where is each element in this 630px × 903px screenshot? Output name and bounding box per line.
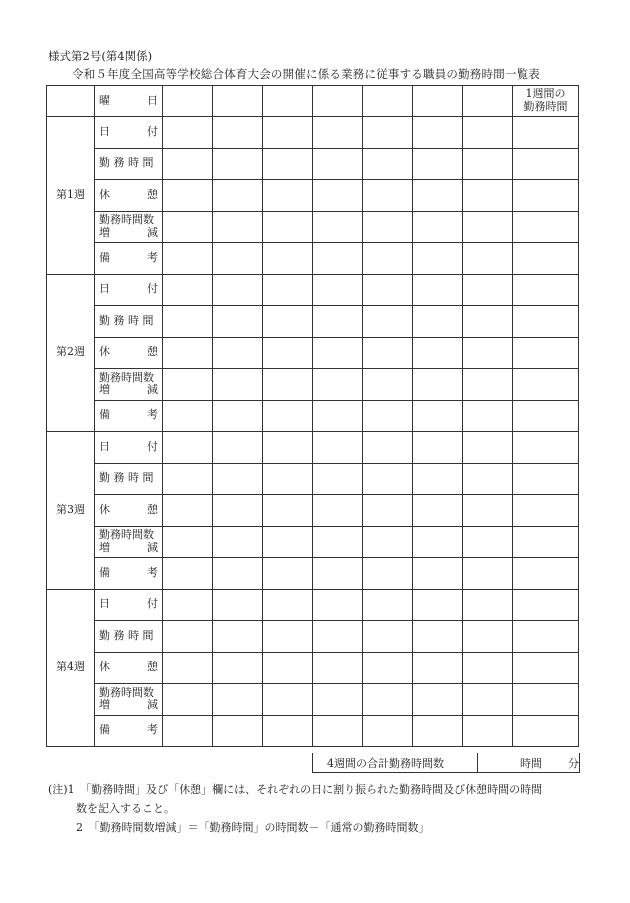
day-cell[interactable] xyxy=(163,558,213,590)
day-cell[interactable] xyxy=(163,621,213,653)
day-cell[interactable] xyxy=(313,337,363,369)
day-cell[interactable] xyxy=(263,621,313,653)
weekly-total-cell[interactable] xyxy=(513,432,579,464)
day-cell[interactable] xyxy=(213,463,263,495)
day-cell[interactable] xyxy=(363,432,413,464)
day-cell[interactable] xyxy=(263,495,313,527)
four-week-total-row xyxy=(312,753,580,773)
day-cell[interactable] xyxy=(413,652,463,684)
day-cell[interactable] xyxy=(313,211,363,243)
hours-change-row xyxy=(47,211,579,243)
day-cell[interactable] xyxy=(213,117,263,149)
day-cell[interactable] xyxy=(413,526,463,558)
row-label: 備 考 xyxy=(95,558,163,590)
day-cell[interactable] xyxy=(363,558,413,590)
weekly-total-cell[interactable] xyxy=(513,211,579,243)
day-header-cell xyxy=(463,86,513,117)
remarks-row xyxy=(47,243,579,275)
day-cell[interactable] xyxy=(313,589,363,621)
day-cell[interactable] xyxy=(213,337,263,369)
day-cell[interactable] xyxy=(413,495,463,527)
day-cell[interactable] xyxy=(263,369,313,401)
row-label: 勤務時間数 増 減 xyxy=(95,684,163,716)
day-cell[interactable] xyxy=(163,652,213,684)
remarks-row xyxy=(47,715,579,747)
week-label: 第4週 xyxy=(47,589,95,747)
day-cell[interactable] xyxy=(213,400,263,432)
day-cell[interactable] xyxy=(413,463,463,495)
day-cell[interactable] xyxy=(413,274,463,306)
day-cell[interactable] xyxy=(413,369,463,401)
form-number: 様式第2号(第4関係) xyxy=(48,49,153,63)
day-cell[interactable] xyxy=(263,337,313,369)
row-label: 勤務時間数 増 減 xyxy=(95,526,163,558)
weekly-total-cell[interactable] xyxy=(513,306,579,338)
day-cell[interactable] xyxy=(363,274,413,306)
day-cell[interactable] xyxy=(213,211,263,243)
day-cell[interactable] xyxy=(363,652,413,684)
day-cell[interactable] xyxy=(163,274,213,306)
day-cell[interactable] xyxy=(363,715,413,747)
day-cell[interactable] xyxy=(413,337,463,369)
work-hours-row xyxy=(47,621,579,653)
notes xyxy=(48,780,593,837)
day-cell[interactable] xyxy=(263,715,313,747)
day-cell[interactable] xyxy=(213,306,263,338)
day-cell[interactable] xyxy=(463,369,513,401)
day-cell[interactable] xyxy=(213,180,263,212)
row-label: 備 考 xyxy=(95,715,163,747)
weekly-total-cell[interactable] xyxy=(513,180,579,212)
total-label: 4週間の合計勤務時間数 xyxy=(327,756,444,770)
day-cell[interactable] xyxy=(413,715,463,747)
day-cell[interactable] xyxy=(163,369,213,401)
day-cell[interactable] xyxy=(263,211,313,243)
day-cell[interactable] xyxy=(463,715,513,747)
day-cell[interactable] xyxy=(463,495,513,527)
day-cell[interactable] xyxy=(463,652,513,684)
note-1-continued: 数を記入すること。 xyxy=(76,802,175,815)
total-minutes-unit: 分 xyxy=(568,756,579,770)
row-label: 休 憩 xyxy=(95,495,163,527)
day-cell[interactable] xyxy=(313,684,363,716)
day-cell[interactable] xyxy=(463,463,513,495)
day-cell[interactable] xyxy=(313,495,363,527)
row-label: 日 付 xyxy=(95,432,163,464)
day-cell[interactable] xyxy=(413,243,463,275)
day-cell[interactable] xyxy=(463,337,513,369)
day-cell[interactable] xyxy=(463,526,513,558)
day-cell[interactable] xyxy=(163,589,213,621)
day-cell[interactable] xyxy=(363,180,413,212)
day-cell[interactable] xyxy=(313,274,363,306)
day-cell[interactable] xyxy=(163,526,213,558)
day-cell[interactable] xyxy=(313,526,363,558)
day-cell[interactable] xyxy=(313,148,363,180)
row-label: 備 考 xyxy=(95,243,163,275)
day-cell[interactable] xyxy=(463,400,513,432)
hours-change-row xyxy=(47,369,579,401)
remarks-row xyxy=(47,400,579,432)
weekly-total-cell[interactable] xyxy=(513,495,579,527)
day-cell[interactable] xyxy=(463,211,513,243)
day-cell[interactable] xyxy=(413,432,463,464)
day-cell[interactable] xyxy=(413,148,463,180)
day-cell[interactable] xyxy=(163,715,213,747)
weekly-total-cell[interactable] xyxy=(513,526,579,558)
day-cell[interactable] xyxy=(413,589,463,621)
day-cell[interactable] xyxy=(163,306,213,338)
day-cell[interactable] xyxy=(313,117,363,149)
day-cell[interactable] xyxy=(163,117,213,149)
day-cell[interactable] xyxy=(163,463,213,495)
break-row xyxy=(47,180,579,212)
work-hours-row xyxy=(47,148,579,180)
day-cell[interactable] xyxy=(263,243,313,275)
date-row xyxy=(47,117,579,149)
day-cell[interactable] xyxy=(463,558,513,590)
weekly-total-cell[interactable] xyxy=(513,117,579,149)
weekly-total-cell[interactable] xyxy=(513,558,579,590)
weekly-total-cell[interactable] xyxy=(513,715,579,747)
day-cell[interactable] xyxy=(413,306,463,338)
row-label: 勤 務 時 間 xyxy=(95,148,163,180)
day-cell[interactable] xyxy=(313,432,363,464)
work-hours-row xyxy=(47,306,579,338)
row-label: 勤務時間数 増 減 xyxy=(95,211,163,243)
day-cell[interactable] xyxy=(313,715,363,747)
day-header-cell xyxy=(313,86,363,117)
day-header-cell xyxy=(263,86,313,117)
day-cell[interactable] xyxy=(263,684,313,716)
day-cell[interactable] xyxy=(313,306,363,338)
day-cell[interactable] xyxy=(363,117,413,149)
day-cell[interactable] xyxy=(463,306,513,338)
day-cell[interactable] xyxy=(263,274,313,306)
work-hours-row xyxy=(47,463,579,495)
week-label: 第2週 xyxy=(47,274,95,432)
day-cell[interactable] xyxy=(363,684,413,716)
day-cell[interactable] xyxy=(463,180,513,212)
weekly-total-cell[interactable] xyxy=(513,589,579,621)
row-label: 日 付 xyxy=(95,117,163,149)
day-cell[interactable] xyxy=(363,400,413,432)
hours-change-row xyxy=(47,684,579,716)
day-cell[interactable] xyxy=(163,148,213,180)
day-cell[interactable] xyxy=(163,243,213,275)
day-cell[interactable] xyxy=(263,148,313,180)
row-label: 勤 務 時 間 xyxy=(95,306,163,338)
day-cell[interactable] xyxy=(313,621,363,653)
header-row xyxy=(47,86,579,117)
week-label: 第3週 xyxy=(47,432,95,590)
date-row xyxy=(47,274,579,306)
weekly-total-cell[interactable] xyxy=(513,243,579,275)
work-hours-table xyxy=(46,85,579,747)
day-cell[interactable] xyxy=(313,463,363,495)
date-row xyxy=(47,432,579,464)
break-row xyxy=(47,495,579,527)
header-blank-cell xyxy=(47,86,95,117)
weekly-total-cell[interactable] xyxy=(513,337,579,369)
day-cell[interactable] xyxy=(213,621,263,653)
day-header-cell xyxy=(413,86,463,117)
row-label: 勤 務 時 間 xyxy=(95,621,163,653)
weekly-total-cell[interactable] xyxy=(513,369,579,401)
weekly-total-cell[interactable] xyxy=(513,463,579,495)
remarks-row xyxy=(47,558,579,590)
day-cell[interactable] xyxy=(163,495,213,527)
day-cell[interactable] xyxy=(263,306,313,338)
week-label: 第1週 xyxy=(47,117,95,275)
day-cell[interactable] xyxy=(213,243,263,275)
day-cell[interactable] xyxy=(163,180,213,212)
weekly-total-header: 1週間の 勤務時間 xyxy=(513,86,579,117)
day-cell[interactable] xyxy=(213,652,263,684)
day-cell[interactable] xyxy=(163,211,213,243)
row-label: 日 付 xyxy=(95,589,163,621)
day-cell[interactable] xyxy=(363,526,413,558)
day-cell[interactable] xyxy=(213,558,263,590)
day-cell[interactable] xyxy=(463,243,513,275)
day-cell[interactable] xyxy=(213,684,263,716)
day-cell[interactable] xyxy=(263,526,313,558)
day-cell[interactable] xyxy=(313,558,363,590)
day-cell[interactable] xyxy=(313,243,363,275)
row-label: 休 憩 xyxy=(95,180,163,212)
day-cell[interactable] xyxy=(363,148,413,180)
day-cell[interactable] xyxy=(213,589,263,621)
weekly-total-cell[interactable] xyxy=(513,400,579,432)
row-label: 休 憩 xyxy=(95,652,163,684)
weekday-header: 曜 日 xyxy=(95,86,163,117)
day-cell[interactable] xyxy=(263,117,313,149)
row-label: 勤務時間数 増 減 xyxy=(95,369,163,401)
day-cell[interactable] xyxy=(463,589,513,621)
day-cell[interactable] xyxy=(463,621,513,653)
day-header-cell xyxy=(163,86,213,117)
day-cell[interactable] xyxy=(263,652,313,684)
day-cell[interactable] xyxy=(413,211,463,243)
day-cell[interactable] xyxy=(213,369,263,401)
day-header-cell xyxy=(213,86,263,117)
day-cell[interactable] xyxy=(363,211,413,243)
day-cell[interactable] xyxy=(213,148,263,180)
day-cell[interactable] xyxy=(413,400,463,432)
day-cell[interactable] xyxy=(463,432,513,464)
day-cell[interactable] xyxy=(213,274,263,306)
day-cell[interactable] xyxy=(363,621,413,653)
day-cell[interactable] xyxy=(263,432,313,464)
note-2: 2 「勤務時間数増減」＝「勤務時間」の時間数－「通常の勤務時間数」 xyxy=(76,821,430,834)
row-label: 日 付 xyxy=(95,274,163,306)
weekly-total-cell[interactable] xyxy=(513,684,579,716)
day-cell[interactable] xyxy=(313,180,363,212)
row-label: 休 憩 xyxy=(95,337,163,369)
day-cell[interactable] xyxy=(263,589,313,621)
day-cell[interactable] xyxy=(413,684,463,716)
note-1: (注)1 「勤務時間」及び「休憩」欄には、それぞれの日に割り振られた勤務時間及び休憩時間の時間 xyxy=(48,783,543,796)
row-label: 備 考 xyxy=(95,400,163,432)
day-cell[interactable] xyxy=(413,117,463,149)
page-title: 令和５年度全国高等学校総合体育大会の開催に係る業務に従事する職員の勤務時間一覧表 xyxy=(72,67,540,81)
day-cell[interactable] xyxy=(363,589,413,621)
day-cell[interactable] xyxy=(263,463,313,495)
day-cell[interactable] xyxy=(413,180,463,212)
day-cell[interactable] xyxy=(213,526,263,558)
day-cell[interactable] xyxy=(313,400,363,432)
day-cell[interactable] xyxy=(213,432,263,464)
day-cell[interactable] xyxy=(463,148,513,180)
date-row xyxy=(47,589,579,621)
day-cell[interactable] xyxy=(263,180,313,212)
day-cell[interactable] xyxy=(163,337,213,369)
day-cell[interactable] xyxy=(313,369,363,401)
day-cell[interactable] xyxy=(463,117,513,149)
break-row xyxy=(47,337,579,369)
day-cell[interactable] xyxy=(263,558,313,590)
day-cell[interactable] xyxy=(163,432,213,464)
day-cell[interactable] xyxy=(463,684,513,716)
day-cell[interactable] xyxy=(163,684,213,716)
day-cell[interactable] xyxy=(263,400,313,432)
day-cell[interactable] xyxy=(363,463,413,495)
day-cell[interactable] xyxy=(363,243,413,275)
row-label: 勤 務 時 間 xyxy=(95,463,163,495)
day-cell[interactable] xyxy=(313,652,363,684)
day-cell[interactable] xyxy=(463,274,513,306)
day-cell[interactable] xyxy=(413,621,463,653)
total-hours-unit: 時間 xyxy=(520,756,542,770)
day-cell[interactable] xyxy=(363,369,413,401)
weekly-total-cell[interactable] xyxy=(513,652,579,684)
weekly-total-cell[interactable] xyxy=(513,148,579,180)
hours-change-row xyxy=(47,526,579,558)
day-cell[interactable] xyxy=(363,337,413,369)
day-cell[interactable] xyxy=(163,400,213,432)
day-cell[interactable] xyxy=(213,715,263,747)
day-cell[interactable] xyxy=(363,495,413,527)
weekly-total-cell[interactable] xyxy=(513,621,579,653)
day-cell[interactable] xyxy=(363,306,413,338)
day-cell[interactable] xyxy=(213,495,263,527)
break-row xyxy=(47,652,579,684)
day-header-cell xyxy=(363,86,413,117)
weekly-total-cell[interactable] xyxy=(513,274,579,306)
day-cell[interactable] xyxy=(413,558,463,590)
